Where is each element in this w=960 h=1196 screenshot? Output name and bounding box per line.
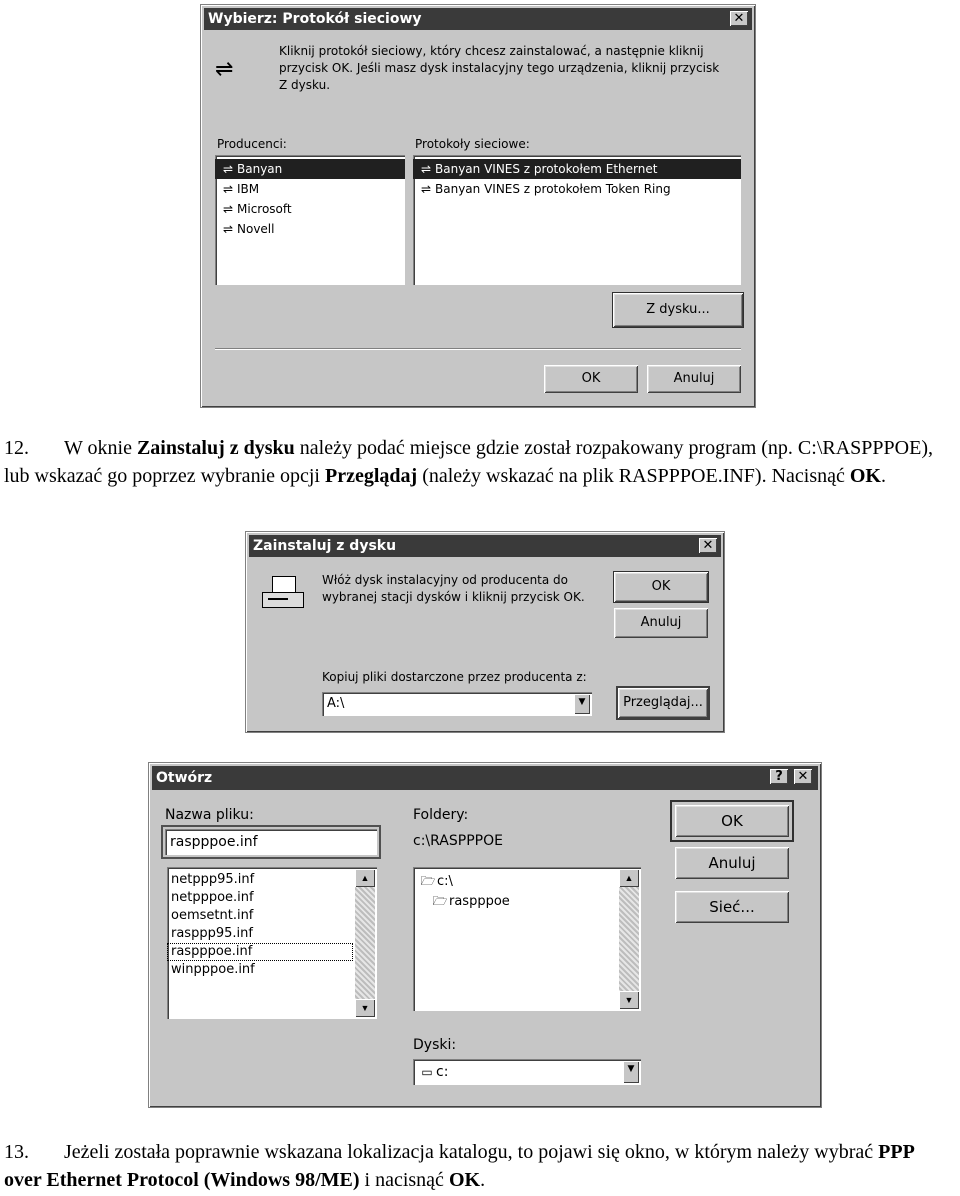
step-12-paragraph: 12. W oknie Zainstaluj z dysku należy podać miejsce gdzie został rozpakowany program (np. C:\RASPPPOE), lub wskazać go poprzez wybranie opcji Przeglądaj (należy wskazać na plik RASPPPOE.INF). Nacisnąć OK.	[4, 434, 956, 490]
open-folder-icon: 🗁	[432, 894, 448, 908]
close-icon[interactable]: ✕	[730, 11, 748, 26]
list-item[interactable]: 🗁 raspppoe	[413, 891, 641, 911]
ok-button[interactable]: OK	[544, 365, 638, 393]
cancel-button[interactable]: Anuluj	[647, 365, 741, 393]
network-protocol-icon: ⇌	[215, 56, 234, 81]
network-protocol-icon: ⇌	[222, 222, 234, 236]
scroll-down-icon[interactable]: ▼	[619, 991, 639, 1009]
ok-reference: OK	[849, 465, 881, 487]
network-protocol-icon: ⇌	[222, 182, 234, 196]
step-number: 13.	[4, 1141, 29, 1163]
network-protocol-icon: ⇌	[222, 202, 234, 216]
protocols-list[interactable]	[413, 155, 741, 285]
list-item[interactable]: ⇌ IBM	[215, 179, 405, 199]
dialog-instructions: Kliknij protokół sieciowy, który chcesz zainstalować, a następnie kliknij przycisk OK. Jeśli masz dysk instalacyjny tego urządzenia, kliknij przycisk Z dysku.	[279, 44, 720, 92]
close-icon[interactable]: ✕	[794, 769, 812, 784]
protocols-label: Protokoły sieciowe:	[415, 137, 530, 151]
drive-value: c:	[436, 1064, 449, 1080]
list-item[interactable]: ⇌ Microsoft	[215, 199, 405, 219]
open-folder-icon: 🗁	[420, 874, 436, 888]
ok-button[interactable]: OK	[675, 805, 789, 837]
browse-button[interactable]: Przeglądaj...	[618, 688, 708, 718]
list-item[interactable]: ⇌ Banyan VINES z protokołem Ethernet	[413, 159, 741, 179]
scroll-down-icon[interactable]: ▼	[355, 999, 375, 1017]
list-item[interactable]: netppp95.inf	[171, 872, 255, 887]
from-disk-button[interactable]: Z dysku...	[613, 293, 743, 327]
source-path-combobox[interactable]	[322, 692, 592, 716]
network-protocol-icon: ⇌	[420, 162, 432, 176]
browse-option: Przeglądaj	[325, 465, 418, 487]
network-protocol-icon: ⇌	[222, 162, 234, 176]
drive-combobox[interactable]	[413, 1059, 641, 1085]
filename-input[interactable]	[165, 829, 377, 855]
window-name: Zainstaluj z dysku	[136, 437, 295, 459]
list-item-selected[interactable]: raspppoe.inf	[167, 943, 353, 961]
list-item[interactable]: 🗁 c:\	[413, 871, 641, 891]
list-item[interactable]: winpppoe.inf	[171, 962, 255, 977]
folder-list-scrollbar[interactable]	[619, 869, 639, 1009]
protocol-name: PPP over Ethernet Protocol (Windows 98/ME)	[4, 1141, 914, 1191]
producers-list[interactable]	[215, 155, 405, 285]
separator	[215, 348, 741, 350]
chevron-down-icon[interactable]: ▼	[574, 694, 590, 714]
list-item[interactable]: oemsetnt.inf	[171, 908, 254, 923]
dialog-title: Otwórz	[156, 770, 213, 786]
help-icon[interactable]: ?	[770, 769, 788, 784]
scroll-up-icon[interactable]: ▲	[619, 869, 639, 887]
current-folder-path: c:\RASPPPOE	[413, 833, 503, 849]
file-list[interactable]	[167, 867, 377, 1019]
source-path-value: A:\	[327, 696, 345, 711]
copy-from-label: Kopiuj pliki dostarczone przez producenta z:	[322, 670, 587, 684]
filename-label: Nazwa pliku:	[165, 807, 254, 823]
drive-icon: ▭	[421, 1065, 433, 1079]
network-button[interactable]: Sieć...	[675, 891, 789, 923]
list-item[interactable]: ⇌ Banyan	[215, 159, 405, 179]
cancel-button[interactable]: Anuluj	[614, 608, 708, 638]
list-item[interactable]: ⇌ Novell	[215, 219, 405, 239]
folders-label: Foldery:	[413, 807, 469, 823]
list-item[interactable]: netpppoe.inf	[171, 890, 254, 905]
scroll-up-icon[interactable]: ▲	[355, 869, 375, 887]
list-item[interactable]: rasppp95.inf	[171, 926, 253, 941]
close-icon[interactable]: ✕	[699, 538, 717, 553]
dialog-title: Zainstaluj z dysku	[253, 538, 397, 554]
file-list-scrollbar[interactable]	[355, 869, 375, 1017]
chevron-down-icon[interactable]: ▼	[623, 1061, 639, 1083]
folder-list[interactable]	[413, 867, 641, 1011]
ok-reference: OK	[448, 1169, 481, 1191]
producers-label: Producenci:	[217, 137, 287, 151]
select-protocol-dialog	[200, 4, 756, 408]
filename-value: raspppoe.inf	[170, 834, 258, 850]
dialog-title-bar	[249, 535, 721, 557]
network-protocol-icon: ⇌	[420, 182, 432, 196]
step-13-paragraph: 13. Jeżeli została poprawnie wskazana lokalizacja katalogu, to pojawi się okno, w którym należy wybrać PPP over Ethernet Protocol (Windows 98/ME) i nacisnąć OK.	[4, 1138, 956, 1194]
install-from-disk-dialog	[245, 531, 725, 733]
step-number: 12.	[4, 437, 29, 459]
open-file-dialog	[148, 762, 822, 1108]
dialog-instructions: Włóż dysk instalacyjny od producenta do wybranej stacji dysków i kliknij przycisk OK.	[322, 573, 585, 604]
dialog-title-bar	[204, 8, 752, 30]
drives-label: Dyski:	[413, 1037, 457, 1053]
disk-drive-icon	[262, 576, 302, 610]
dialog-title: Wybierz: Protokół sieciowy	[208, 11, 422, 27]
ok-button[interactable]: OK	[614, 572, 708, 602]
dialog-title-bar	[152, 766, 818, 790]
cancel-button[interactable]: Anuluj	[675, 847, 789, 879]
list-item[interactable]: ⇌ Banyan VINES z protokołem Token Ring	[413, 179, 741, 199]
